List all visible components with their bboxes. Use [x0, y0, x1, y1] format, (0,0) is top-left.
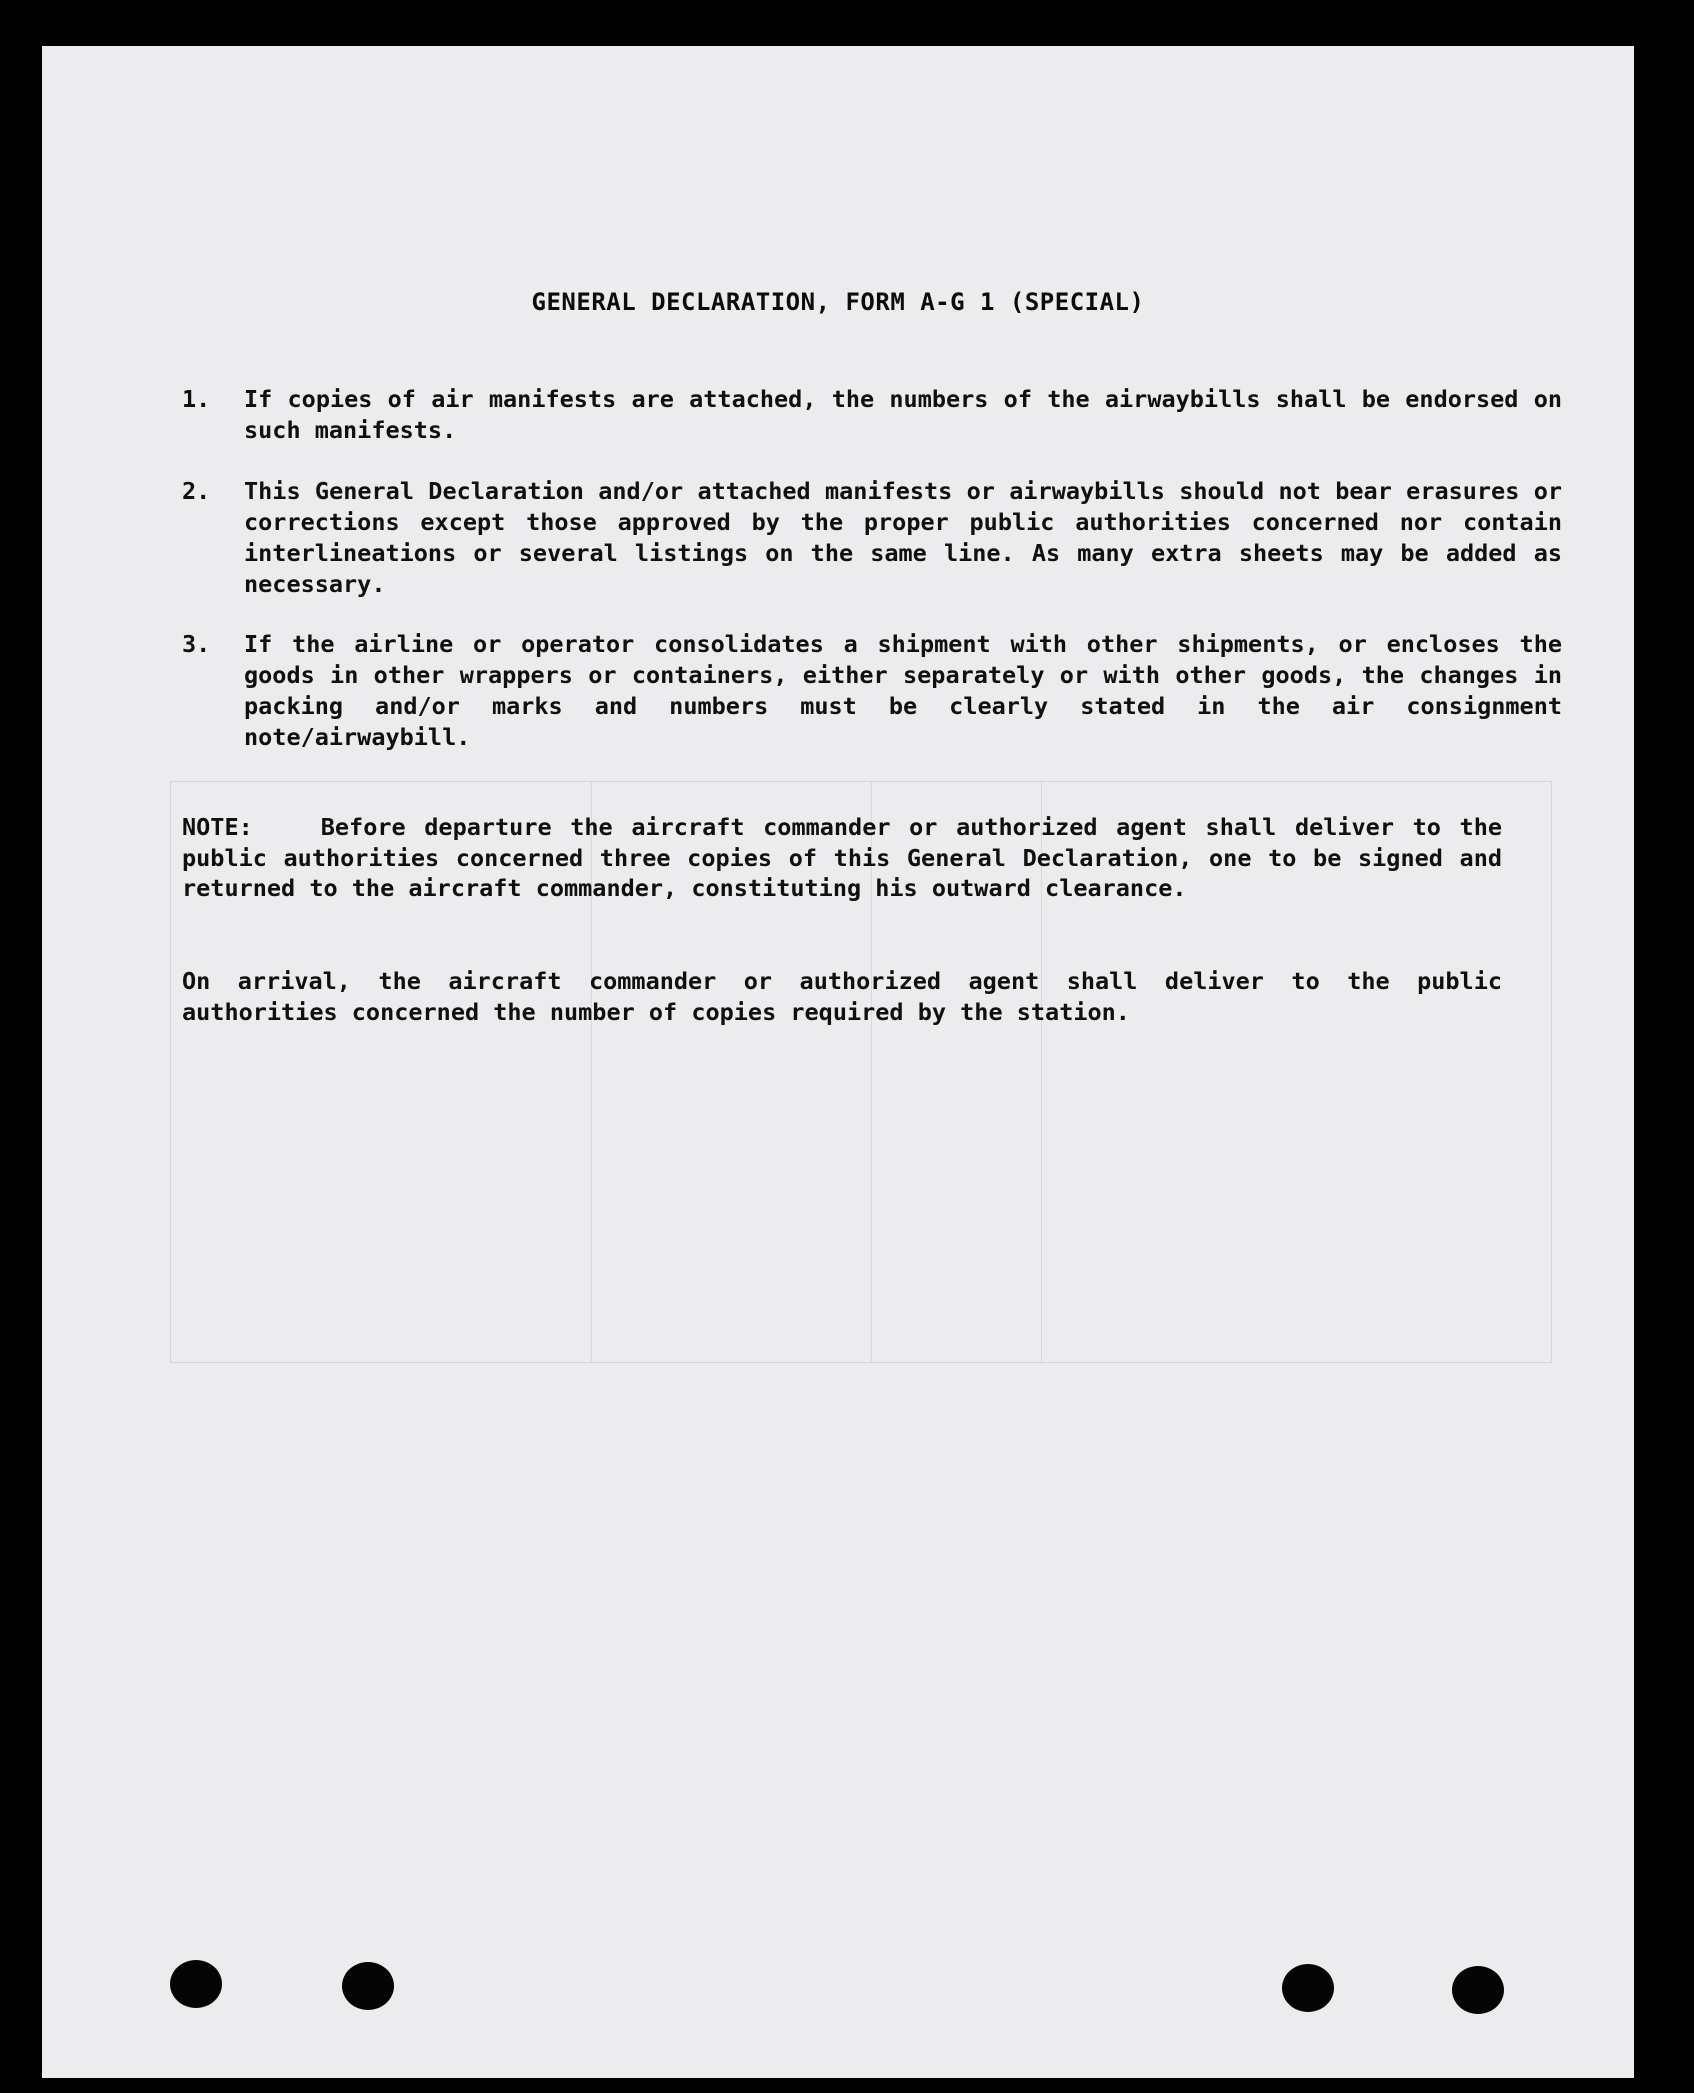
item-text: If copies of air manifests are attached, the numbers of the airwaybills shall be endorsed on such manifests.	[244, 385, 1562, 444]
arrival-note: On arrival, the aircraft commander or authorized agent shall deliver to the public authorities concerned the number of copies required by the station.	[182, 967, 1502, 1026]
punch-hole	[170, 1960, 222, 2008]
item-number: 2.	[182, 477, 211, 505]
instruction-item-3	[182, 629, 1562, 753]
note-text: Before departure the aircraft commander or authorized agent shall deliver to the public authorities concerned three copies of this General Declaration, one to be signed and returned to the aircraft commander, constituting his outward clearance.	[182, 813, 1502, 902]
departure-note	[182, 812, 1502, 904]
instruction-item-1	[182, 384, 1562, 446]
punch-hole	[1282, 1964, 1334, 2012]
document-title: GENERAL DECLARATION, FORM A-G 1 (SPECIAL)	[531, 288, 1145, 316]
punch-hole	[1452, 1966, 1504, 2014]
item-number: 1.	[182, 385, 211, 413]
item-number: 3.	[182, 630, 211, 658]
item-text: This General Declaration and/or attached manifests or airwaybills should not bear erasures or corrections except those approved by the proper public authorities concerned nor contain interlineations or several listings on the same line. As many extra sheets may be added as necessary.	[244, 477, 1562, 598]
item-text: If the airline or operator consolidates a shipment with other shipments, or encloses the goods in other wrappers or containers, either separately or with other goods, the changes in packing and/or marks and numbers must be clearly stated in the air consignment note/airwaybill.	[244, 630, 1562, 751]
note-label: NOTE:	[182, 813, 253, 841]
instruction-item-2	[182, 476, 1562, 600]
document-page	[42, 46, 1634, 2078]
punch-hole	[342, 1962, 394, 2010]
